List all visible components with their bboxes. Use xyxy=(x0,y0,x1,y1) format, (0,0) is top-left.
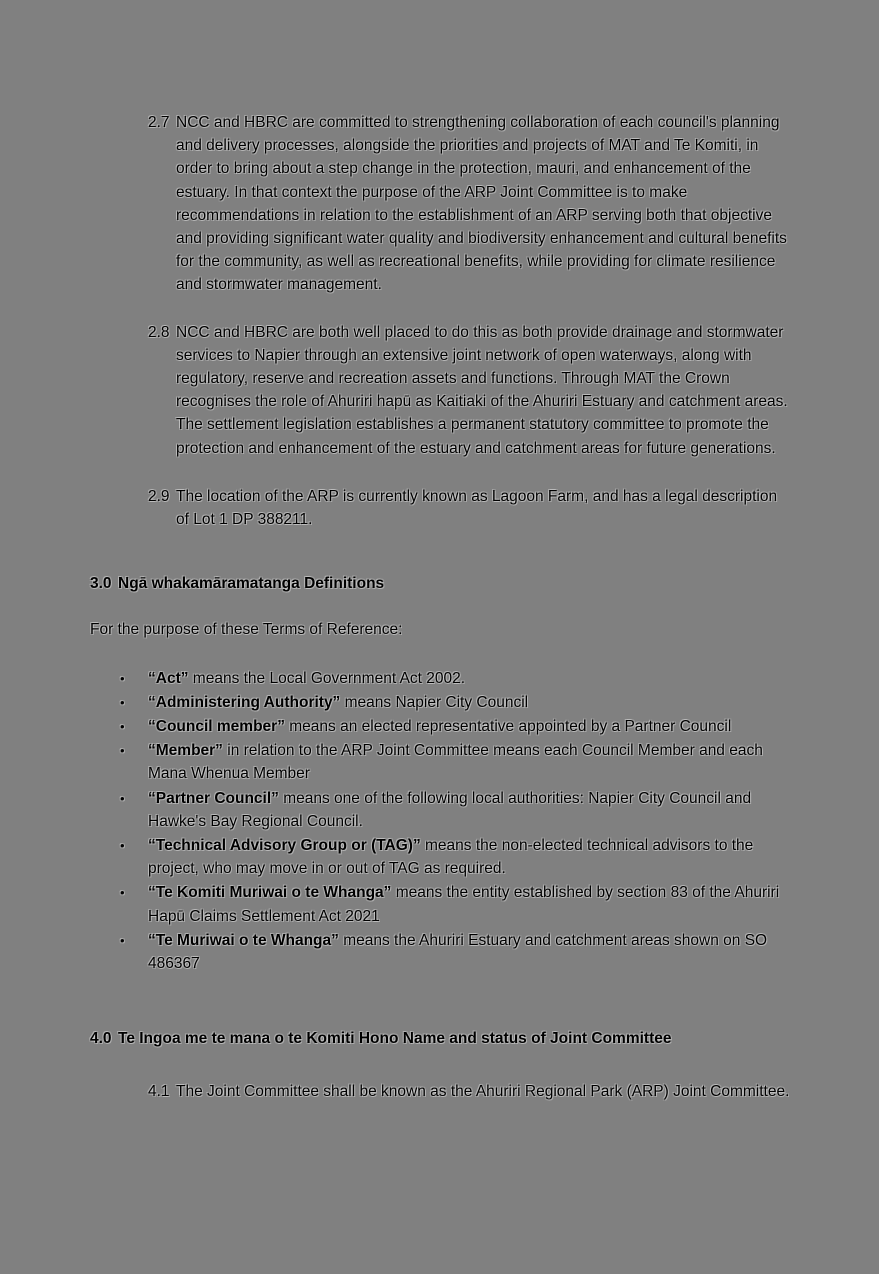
bullet-icon: • xyxy=(120,670,125,686)
definition-item xyxy=(90,715,790,738)
definition-body: means the Local Government Act 2002. xyxy=(188,669,466,687)
definition-body: means Napier City Council xyxy=(340,693,529,711)
definition-text xyxy=(148,739,790,785)
paragraph-text: NCC and HBRC are both well placed to do this as both provide drainage and stormwater services to Napier through an extensive joint network of open waterways, along with regulatory, reserve and recreation assets and functions. Through MAT the Crown recognises the role of Ahuriri hapū as Kaitiaki of the Ahuriri Estuary and catchment areas. The settlement legislation establishes a permanent statutory committee to promote the protection and enhancement of the estuary and catchment areas for future generations. xyxy=(176,323,788,457)
definition-item xyxy=(90,881,790,927)
definition-body: means the entity established by section 83 of the Ahuriri Hapū Claims Settlement Act 2021 xyxy=(148,884,780,925)
definition-term: “Administering Authority” xyxy=(148,693,341,711)
paragraph-2-9 xyxy=(148,485,790,531)
paragraph-4-1 xyxy=(148,1080,790,1103)
definition-term: “Te Komiti Muriwai o te Whanga” xyxy=(148,884,392,902)
definition-term: “Act” xyxy=(148,669,189,687)
definition-text xyxy=(148,881,790,927)
definitions-intro: For the purpose of these Terms of Reference: xyxy=(90,621,403,639)
section-4-heading xyxy=(90,1027,790,1050)
definition-text xyxy=(148,787,790,833)
paragraph-text: The location of the ARP is currently known as Lagoon Farm, and has a legal description of Lot 1 DP 388211. xyxy=(176,487,778,529)
bullet-icon: • xyxy=(120,885,125,901)
definition-item xyxy=(90,834,790,880)
definition-text xyxy=(148,715,790,738)
section-number: 4.0 xyxy=(90,1030,112,1048)
section-number: 3.0 xyxy=(90,575,112,593)
paragraph-number: 2.8 xyxy=(148,323,170,341)
paragraph-text: NCC and HBRC are committed to strengthening collaboration of each council's planning and delivery processes, alongside the priorities and projects of MAT and Te Komiti, in order to bring about a step change in the protection, mauri, and enhancement of the estuary. In that context the purpose of the ARP Joint Committee is to make recommendations in relation to the establishment of an ARP serving both that objective and providing significant water quality and biodiversity enhancement and cultural benefits for the community, as well as recreational benefits, while providing for climate resilience and stormwater management. xyxy=(176,114,787,294)
section-title: Te Ingoa me te mana o te Komiti Hono Name and status of Joint Committee xyxy=(118,1030,672,1048)
definition-text xyxy=(148,667,790,690)
definition-body: means one of the following local authorities: Napier City Council and Hawke's Bay Regional Council. xyxy=(148,789,752,830)
bullet-icon: • xyxy=(120,838,125,854)
paragraph-text: The Joint Committee shall be known as the Ahuriri Regional Park (ARP) Joint Committee. xyxy=(176,1082,790,1100)
definition-text xyxy=(148,834,790,880)
section-title: Ngā whakamāramatanga Definitions xyxy=(118,575,385,593)
definition-term: “Te Muriwai o te Whanga” xyxy=(148,931,339,949)
definition-item xyxy=(90,787,790,833)
definition-body: in relation to the ARP Joint Committee means each Council Member and each Mana Whenua Member xyxy=(148,742,763,783)
definition-text xyxy=(148,929,790,975)
paragraph-2-7 xyxy=(148,111,790,297)
definition-item xyxy=(90,667,790,690)
bullet-icon: • xyxy=(120,719,125,735)
definition-text xyxy=(148,691,790,714)
definition-term: “Council member” xyxy=(148,718,285,736)
definitions-list xyxy=(90,667,790,976)
section-3-heading xyxy=(90,572,790,595)
definition-body: means the Ahuriri Estuary and catchment areas shown on SO 486367 xyxy=(148,931,768,973)
paragraph-number: 4.1 xyxy=(148,1082,170,1100)
definition-item xyxy=(90,929,790,975)
bullet-icon: • xyxy=(120,694,125,710)
bullet-icon: • xyxy=(120,932,125,948)
definition-term: “Technical Advisory Group or (TAG)” xyxy=(148,837,421,855)
definition-body: means an elected representative appointed by a Partner Council xyxy=(284,718,732,736)
paragraph-number: 2.7 xyxy=(148,114,170,131)
definition-body: means the non-elected technical advisors to the project, who may move in or out of TAG as required. xyxy=(148,837,754,878)
definition-item xyxy=(90,739,790,785)
definition-term: “Member” xyxy=(148,742,223,760)
paragraph-number: 2.9 xyxy=(148,487,170,505)
bullet-icon: • xyxy=(120,790,125,806)
definition-term: “Partner Council” xyxy=(148,789,279,807)
definition-item xyxy=(90,691,790,714)
paragraph-2-8 xyxy=(148,321,790,460)
bullet-icon: • xyxy=(120,743,125,759)
